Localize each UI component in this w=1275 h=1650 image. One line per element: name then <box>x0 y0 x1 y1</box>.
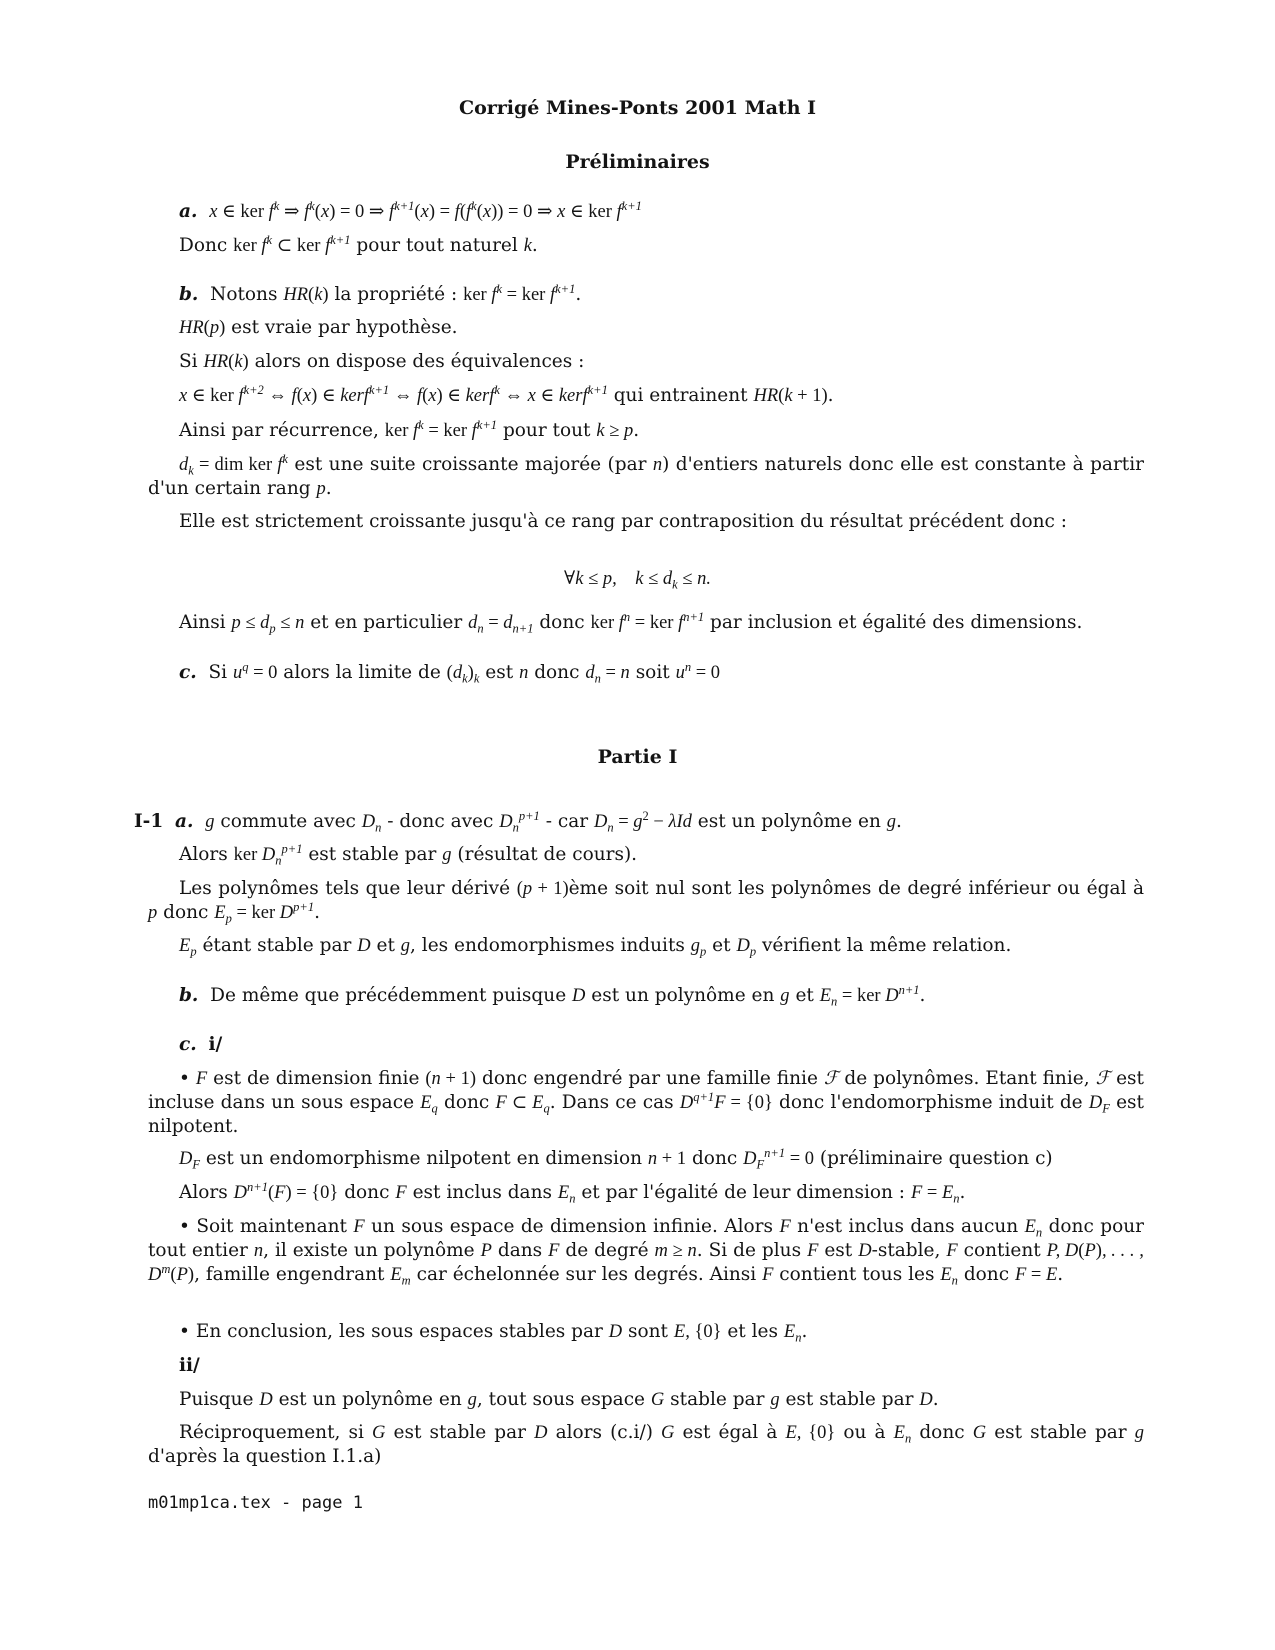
i1c-line-alors: Alors $D^{n+1}(F) = \{0\}$ donc F est inclus dans $E_n$ et par l'égalité de leur dimension : $F = E_n$. <box>179 1179 966 1206</box>
item-label-b: b. <box>179 284 199 305</box>
i1b-line1: b. De même que précédemment puisque D est un polynôme en g et $E_n$ = ker $D^{n+1}$. <box>179 982 926 1009</box>
prelim-c-line1: c. Si $u^q = 0$ alors la limite de $(d_k)_k$ est n donc $d_n = n$ soit $u^n = 0$ <box>179 659 720 686</box>
prelim-a-line1: a. x ∈ ker $f^k$ ⇒ $f^k(x) = 0$ ⇒ $f^{k+1}(x) = f(f^k(x)) = 0$ ⇒ x ∈ ker $f^{k+1}$ <box>179 198 642 222</box>
prelim-b-line1: b. Notons HR(k) la propriété : ker $f^k$ = ker $f^{k+1}$. <box>179 281 582 305</box>
i1a-line2: Alors ker $D_n^{p+1}$ est stable par g (résultat de cours). <box>179 841 638 868</box>
item-label-i1-b: b. <box>179 985 199 1006</box>
subitem-label-i: i/ <box>208 1034 223 1055</box>
bullet-icon: • <box>179 1321 190 1342</box>
ii-line1: Puisque D est un polynôme en g, tout sous espace G stable par g est stable par D. <box>179 1389 939 1410</box>
bullet-icon: • <box>179 1216 190 1237</box>
prelim-b-line7: Elle est strictement croissante jusqu'à ce rang par contraposition du résultat précédent donc : <box>179 511 1067 532</box>
bullet-icon: • <box>179 1068 190 1089</box>
i1a-line5: $E_p$ étant stable par D et g, les endomorphismes induits $g_p$ et $D_p$ vérifient la même relation. <box>179 935 1012 959</box>
page-footer: m01mp1ca.tex - page 1 <box>148 1493 363 1513</box>
subitem-label-ii: ii/ <box>179 1355 200 1376</box>
section-heading-preliminaires: Préliminaires <box>565 151 710 173</box>
item-label-i1-a: a. <box>174 811 194 832</box>
prelim-b-line3: Si HR(k) alors on dispose des équivalences : <box>179 351 585 372</box>
i1c-line-nilpotent: $D_F$ est un endomorphisme nilpotent en dimension n + 1 donc $D_F^{n+1} = 0$ (préliminaire question c) <box>179 1145 1053 1172</box>
i1c-para-dimension-infinie: • Soit maintenant F un sous espace de dimension infinie. Alors F n'est inclus dans aucun $E_n$ donc pour tout entier n, il existe un polynôme P dans F de degré m ≥ n. Si de plus F est D-stable, F contient P, D(P), . . . , $D^m(P)$, famille engendrant $E_m$ car échelonnée sur les degrés. Ainsi F contient tous les $E_n$ donc F = E. <box>148 1216 1144 1288</box>
ii-para-reciproquement: Réciproquement, si G est stable par D alors (c.i/) G est égal à E, {0} ou à $E_n$ donc G est stable par g d'après la question I.1.a) <box>148 1422 1145 1467</box>
i1c-heading <box>179 1033 1144 1057</box>
prelim-b-display-equation: ∀k ≤ p, $k \le d_k \le n$. <box>564 569 711 592</box>
item-label-a: a. <box>179 201 198 222</box>
prelim-b-para-dk: $d_k$ = dim ker $f^k$ est une suite croissante majorée (par n) d'entiers naturels donc elle est constante à partir d'un certain rang p. <box>148 451 1144 499</box>
item-label-i1-c: c. <box>179 1034 197 1055</box>
i1a-line1: I-1 a. g commute avec $D_n$ - donc avec $D_n^{p+1}$ - car $D_n = g^2 - \lambda Id$ est un polynôme en g. <box>134 808 902 835</box>
prelim-b-line2: HR(p) est vraie par hypothèse. <box>179 317 458 338</box>
i1c-line-conclusion: • En conclusion, les sous espaces stables par D sont E, {0} et les $E_n$. <box>179 1321 808 1345</box>
prelim-b-line5: Ainsi par récurrence, ker $f^k$ = ker $f^{k+1}$ pour tout k ≥ p. <box>179 417 640 441</box>
i1a-para-polynomes: Les polynômes tels que leur dérivé (p + 1)ème soit nul sont les polynômes de degré inférieur ou égal à p donc $E_p$ = ker $D^{p+1}$. <box>148 878 1144 926</box>
item-label-c: c. <box>179 662 197 683</box>
document-title: Corrigé Mines-Ponts 2001 Math I <box>458 97 817 119</box>
prelim-b-line8: Ainsi $p \le d_p \le n$ et en particulier $d_n = d_{n+1}$ donc ker $f^n$ = ker $f^{n+1}$ par inclusion et égalité des dimensions. <box>179 609 1083 636</box>
i1c-para-dimension-finie: • F est de dimension finie (n + 1) donc engendré par une famille finie ℱ de polynômes. Etant finie, ℱ est incluse dans un sous espace $E_q$ donc F ⊂ $E_q$. Dans ce cas $D^{q+1}F = \{0\}$ donc l'endomorphisme induit de $D_F$ est nilpotent. <box>148 1068 1144 1137</box>
prelim-b-line4: x ∈ ker $f^{k+2}$ ⇔ f(x) ∈ kerf$^{k+1}$ ⇔ f(x) ∈ kerf$^k$ ⇔ x ∈ kerf$^{k+1}$ qui entrainent HR(k + 1). <box>179 382 834 406</box>
question-number-i1: I-1 <box>134 811 164 832</box>
prelim-a-line2: Donc ker $f^k$ ⊂ ker $f^{k+1}$ pour tout naturel k. <box>179 232 538 256</box>
section-heading-partie-1: Partie I <box>597 746 678 768</box>
